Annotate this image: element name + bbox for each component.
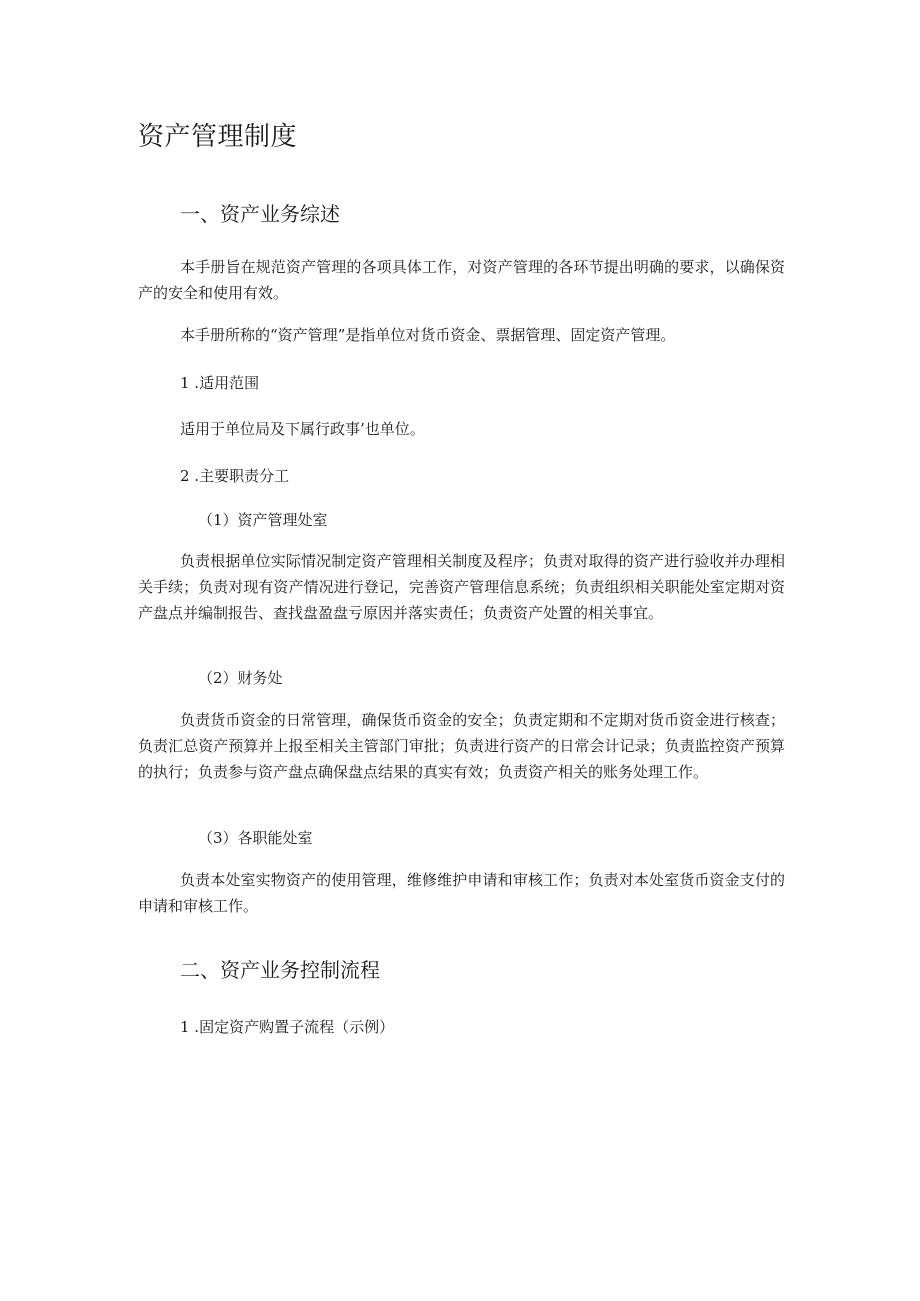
paragraph-intro-scope-definition: 本手册所称的“资产管理”是指单位对货币资金、票据管理、固定资产管理。 [180,326,676,344]
role-text-finance: 负责货币资金的日常管理，确保货币资金的安全；负责定期和不定期对货币资金进行核查；负责汇总资产预算并上报至相关主管部门审批；负责进行资产的日常会计记录；负责监控资产预算的执行；负责参与资产盘点确保盘点结果的真实有效；负责资产相关的账务处理工作。 [138,711,785,781]
document-title: 资产管理制度 [138,122,298,152]
paragraph-applicable-scope: 适用于单位局及下属行政事’也单位。 [180,420,425,438]
role-text-functional-offices: 负责本处室实物资产的使用管理，维修维护申请和审核工作；负责对本处室货币资金支付的申请和审核工作。 [138,871,785,915]
paragraph-intro-purpose: 本手册旨在规范资产管理的各项具体工作，对资产管理的各环节提出明确的要求，以确保资产的安全和使用有效。 [138,258,785,302]
section-heading-overview: 一、资产业务综述 [180,202,340,226]
role-text-asset-office: 负责根据单位实际情况制定资产管理相关制度及程序；负责对取得的资产进行验收并办理相关手续；负责对现有资产情况进行登记，完善资产管理信息系统；负责组织相关职能处室定期对资产盘点并编制报告、查找盘盈盘亏原因并落实责任；负责资产处置的相关事宜。 [138,552,785,622]
section-heading-control-process: 二、资产业务控制流程 [180,958,380,982]
role-heading-asset-office: （1）资产管理处室 [198,511,328,529]
role-heading-functional-offices: （3）各职能处室 [198,829,313,847]
subheading-responsibilities: 2 .主要职责分工 [180,467,290,485]
role-heading-finance: （2）财务处 [198,669,283,687]
subheading-applicable-scope: 1 .适用范围 [180,374,260,392]
subheading-fixed-asset-purchase: 1 .固定资产购置子流程（示例） [180,1018,395,1036]
